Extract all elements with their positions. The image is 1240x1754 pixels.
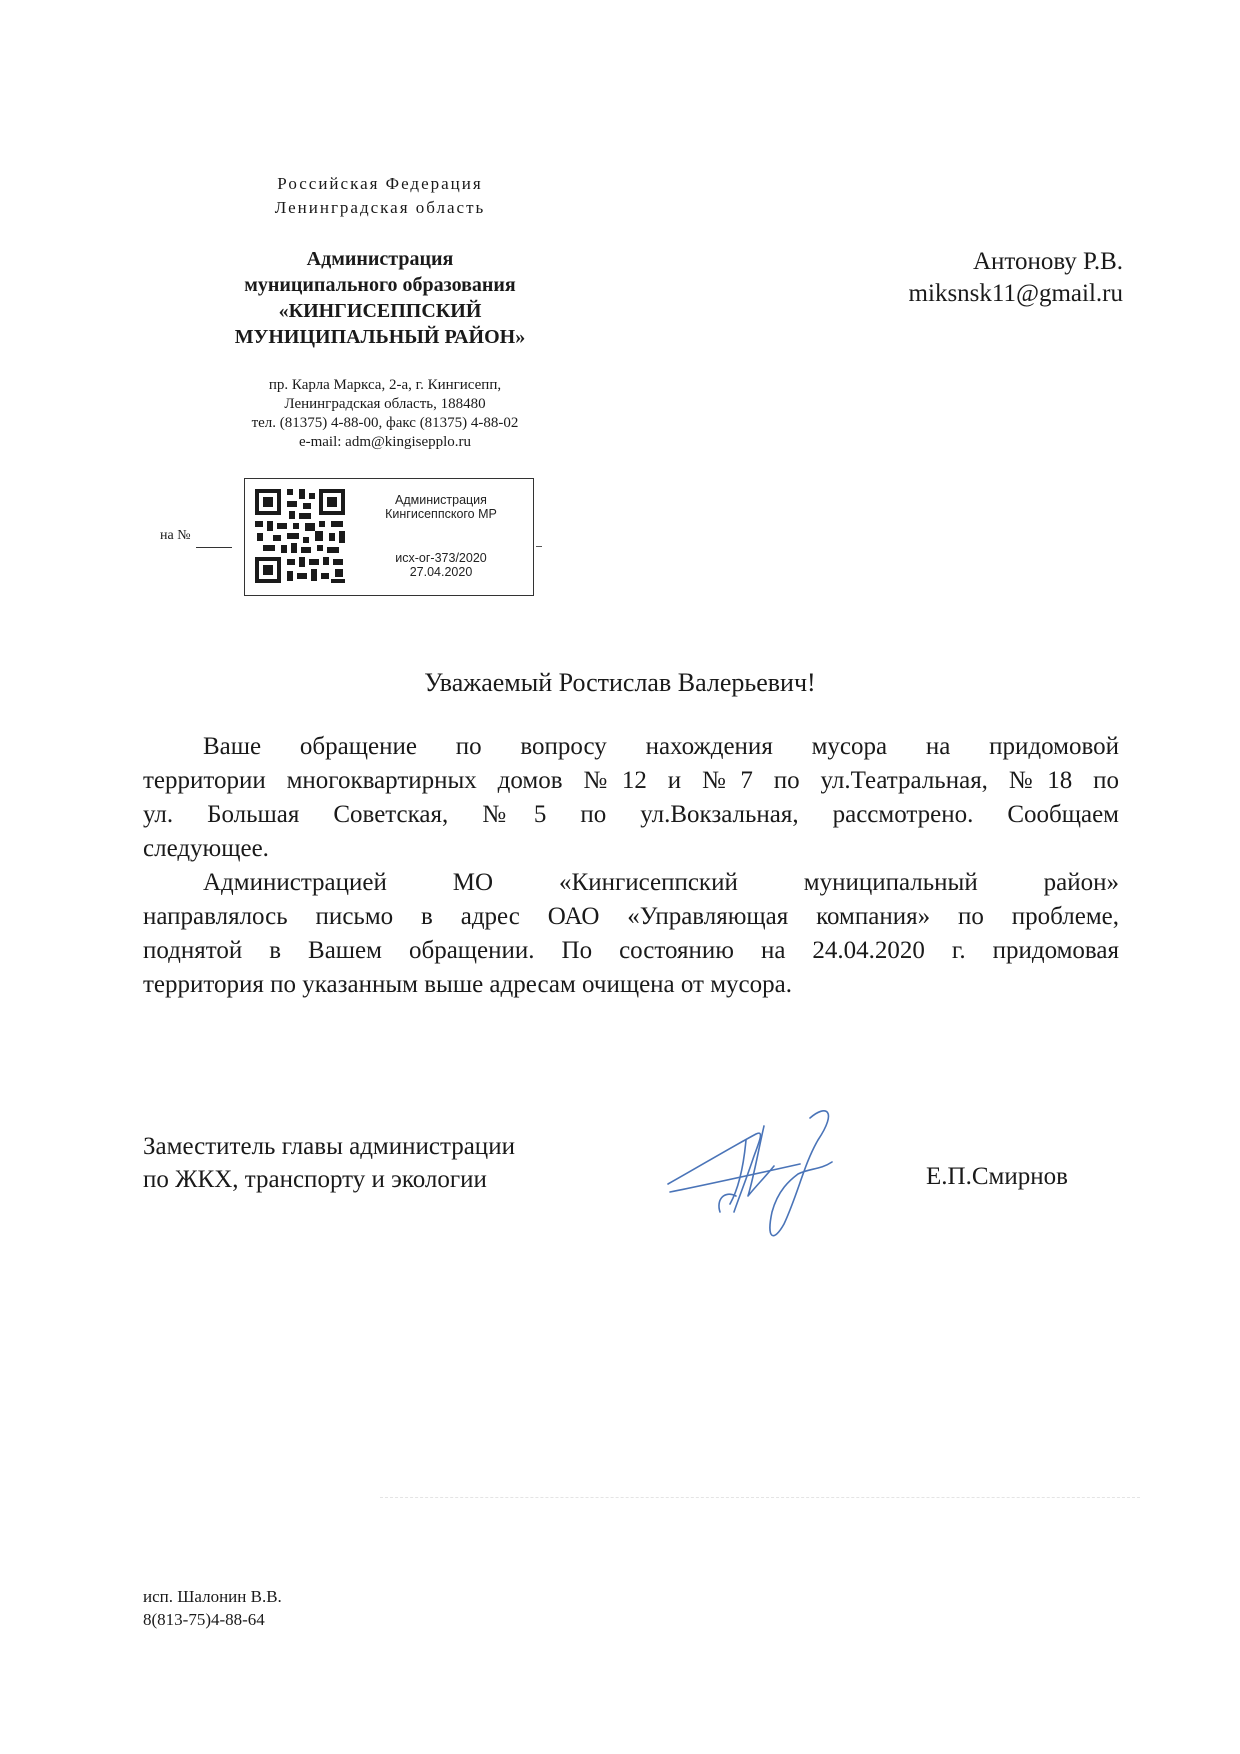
reference-label: на № [160, 528, 191, 543]
body-p1-line-2: территории многоквартирных домов №12 и №7 по ул.Театральная, №18 по [143, 767, 1119, 794]
phone-line: тел. (81375) 4-88-00, факс (81375) 4-88-02 [251, 415, 519, 431]
header-org-block [170, 246, 590, 350]
scan-artifact-line [380, 1497, 1140, 1498]
signer-name: Е.П.Смирнов [926, 1163, 1068, 1190]
org-line-1: Администрация [306, 248, 454, 270]
body-p2-line-1: Администрацией МО «Кингисеппский муниципальный район» [203, 869, 1119, 896]
reference-blank-line [196, 547, 232, 548]
header-country-block [200, 172, 560, 220]
recipient-email: miksnsk11@gmail.ru [908, 280, 1123, 307]
org-line-2: муниципального образования [244, 274, 516, 296]
body-paragraph-1 [143, 730, 1119, 866]
body-p2-line-2: направлялось письмо в адрес ОАО «Управляющая компания» по проблеме, [143, 903, 1119, 930]
position-line-1: Заместитель главы администрации [143, 1133, 515, 1160]
executor-phone: 8(813-75)4-88-64 [143, 1610, 265, 1629]
org-line-3: «КИНГИСЕППСКИЙ [278, 300, 482, 322]
stamp-org-line-1: Администрация [395, 493, 487, 507]
stamp-org-line-2: Кингисеппского МР [385, 507, 497, 521]
handwritten-signature [660, 1100, 880, 1250]
signer-position [143, 1130, 515, 1196]
body-p2-line-4: территория по указанным выше адресам очищена от мусора. [143, 971, 792, 998]
stamp-dash-mark [536, 546, 542, 547]
body-p2-line-3: поднятой в Вашем обращении. По состоянию на 24.04.2020 г. придомовая [143, 937, 1119, 964]
body-paragraph-2 [143, 866, 1119, 1002]
header-region: Ленинградская область [274, 198, 486, 217]
registration-stamp [244, 478, 534, 596]
email-line: e-mail: adm@kingisepplo.ru [298, 434, 472, 450]
address-line-2: Ленинградская область, 188480 [284, 396, 486, 412]
executor-name: исп. Шалонин В.В. [143, 1587, 282, 1606]
stamp-number: исх-ог-373/2020 [395, 551, 487, 565]
stamp-org [357, 493, 525, 521]
executor-block [143, 1585, 282, 1631]
address-line-1: пр. Карла Маркса, 2-а, г. Кингисепп, [268, 377, 502, 393]
body-p1-line-1: Ваше обращение по вопросу нахождения мусора на придомовой [203, 733, 1119, 760]
header-address-block [190, 376, 580, 452]
header-country: Российская Федерация [277, 174, 483, 193]
recipient-block [909, 246, 1123, 310]
stamp-registration [357, 551, 525, 579]
qr-code-icon [253, 487, 349, 587]
stamp-date: 27.04.2020 [409, 565, 473, 579]
body-p1-line-3: ул. Большая Советская, №5 по ул.Вокзальная, рассмотрено. Сообщаем [143, 801, 1119, 828]
org-line-4: МУНИЦИПАЛЬНЫЙ РАЙОН» [234, 326, 526, 348]
body-p1-line-4: следующее. [143, 835, 269, 862]
recipient-name: Антонову Р.В. [972, 248, 1123, 275]
position-line-2: по ЖКХ, транспорту и экологии [143, 1166, 487, 1193]
greeting: Уважаемый Ростислав Валерьевич! [424, 668, 816, 697]
